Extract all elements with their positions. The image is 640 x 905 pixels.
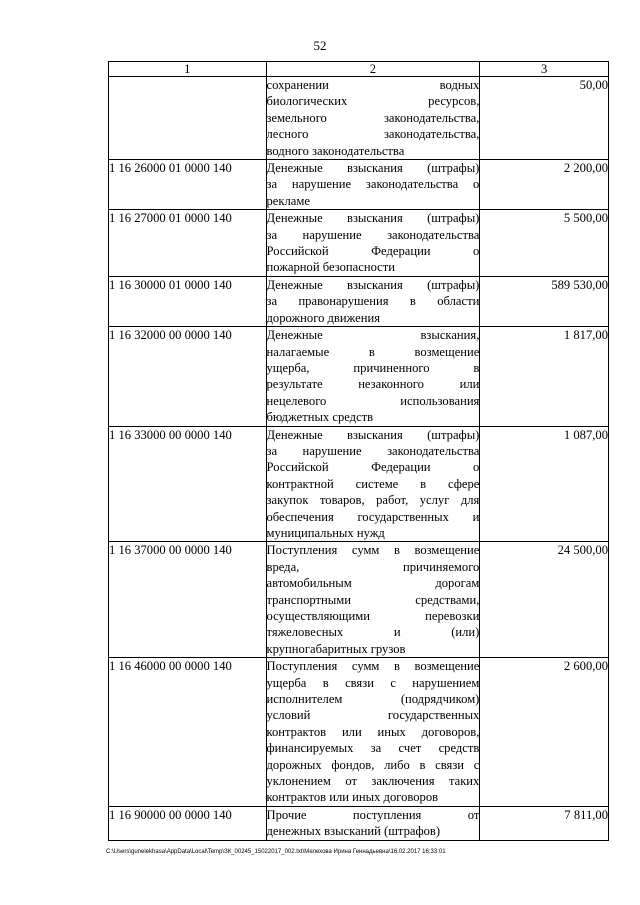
description-line: за нарушение законодательства <box>266 443 480 458</box>
table-row <box>109 327 609 426</box>
amount-cell: 2 200,00 <box>480 160 609 210</box>
description-line: земельного законодательства, <box>266 110 480 125</box>
description-cell <box>266 210 480 277</box>
description-line: Поступления сумм в возмещение <box>266 659 480 674</box>
description-line: контрактов или иных договоров <box>266 790 439 805</box>
description-line: дорожных фондов, либо в связи с <box>266 757 480 772</box>
description-cell <box>266 658 480 807</box>
description-line: бюджетных средств <box>266 410 374 425</box>
description-line: сохранении водных <box>266 78 480 92</box>
description-line: муниципальных нужд <box>266 525 385 540</box>
description-line: за нарушение законодательства <box>266 227 480 242</box>
description-line: вреда, причиняемого <box>266 559 480 574</box>
budget-code-cell <box>109 77 267 160</box>
description-line: Российской Федерации о <box>266 460 480 475</box>
description-cell <box>266 806 480 840</box>
description-line: исполнителем (подрядчиком) <box>266 692 480 707</box>
description-line: водного законодательства <box>266 143 405 158</box>
description-line: осуществляющими перевозки <box>266 609 480 623</box>
description-line: ущерба, причиненного в <box>266 360 480 375</box>
budget-code-cell: 1 16 26000 01 0000 140 <box>109 160 267 210</box>
description-line: обеспечения государственных и <box>266 509 480 524</box>
file-path-footer: C:\Users\gunelekhasa\AppData\Local\Temp\ЗК_00245_15022017_002.txt\Мелехова Ирина Геннадьевна\16.02.2017 16:33:01 <box>106 849 446 855</box>
revenue-table <box>108 61 609 841</box>
description-line: нецелевого использования <box>266 393 480 408</box>
description-line: контрактной системе в сфере <box>266 476 480 491</box>
amount-cell: 1 817,00 <box>480 327 609 426</box>
description-cell <box>266 77 480 160</box>
budget-code-cell: 1 16 32000 00 0000 140 <box>109 327 267 426</box>
amount-cell: 24 500,00 <box>480 542 609 658</box>
description-line: Прочие поступления от <box>266 807 480 822</box>
description-line: контрактов или иных договоров, <box>266 724 480 739</box>
column-header: 1 <box>109 62 267 77</box>
budget-code-cell: 1 16 46000 00 0000 140 <box>109 658 267 807</box>
description-line: пожарной безопасности <box>266 260 396 275</box>
budget-code-cell: 1 16 33000 00 0000 140 <box>109 426 267 542</box>
description-line: автомобильным дорогам <box>266 576 480 591</box>
description-line: Поступления сумм в возмещение <box>266 543 480 558</box>
column-header: 2 <box>266 62 480 77</box>
description-line: за правонарушения в области <box>266 294 480 309</box>
table-row <box>109 806 609 840</box>
table-row <box>109 160 609 210</box>
table-row <box>109 426 609 542</box>
description-line: биологических ресурсов, <box>266 94 480 109</box>
description-cell <box>266 426 480 542</box>
table-row <box>109 542 609 658</box>
description-line: за нарушение законодательства о <box>266 177 480 192</box>
description-line: крупногабаритных грузов <box>266 641 406 656</box>
description-line: лесного законодательства, <box>266 127 480 142</box>
description-line: Денежные взыскания, <box>266 328 480 343</box>
description-line: Денежные взыскания (штрафы) <box>266 161 480 176</box>
amount-cell: 2 600,00 <box>480 658 609 807</box>
description-line: результате незаконного или <box>266 377 480 392</box>
description-line: Денежные взыскания (штрафы) <box>266 427 480 442</box>
description-cell <box>266 160 480 210</box>
table-row <box>109 276 609 326</box>
table-row <box>109 210 609 277</box>
description-line: рекламе <box>266 193 310 208</box>
budget-code-cell: 1 16 37000 00 0000 140 <box>109 542 267 658</box>
description-cell <box>266 542 480 658</box>
description-line: Денежные взыскания (штрафы) <box>266 277 480 292</box>
description-line: финансируемых за счет средств <box>266 741 480 756</box>
table-header-row <box>109 62 609 77</box>
column-header: 3 <box>480 62 609 77</box>
description-line: Денежные взыскания (штрафы) <box>266 211 480 226</box>
description-line: закупок товаров, работ, услуг для <box>266 493 480 508</box>
description-cell <box>266 327 480 426</box>
page-number: 52 <box>313 38 327 53</box>
table-row <box>109 658 609 807</box>
table-row <box>109 77 609 160</box>
amount-cell: 589 530,00 <box>480 276 609 326</box>
budget-code-cell: 1 16 30000 01 0000 140 <box>109 276 267 326</box>
description-line: транспортными средствами, <box>266 592 480 607</box>
amount-cell: 5 500,00 <box>480 210 609 277</box>
description-line: условий государственных <box>266 708 480 723</box>
description-line: дорожного движения <box>266 310 381 325</box>
description-line: ущерба в связи с нарушением <box>266 675 480 690</box>
budget-code-cell: 1 16 90000 00 0000 140 <box>109 806 267 840</box>
description-line: тяжеловесных и (или) <box>266 625 480 640</box>
description-line: Российской Федерации о <box>266 244 480 259</box>
budget-code-cell: 1 16 27000 01 0000 140 <box>109 210 267 277</box>
description-line: уклонением от заключения таких <box>266 774 480 789</box>
description-line: налагаемые в возмещение <box>266 344 480 359</box>
description-line: денежных взысканий (штрафов) <box>266 824 441 839</box>
amount-cell: 1 087,00 <box>480 426 609 542</box>
amount-cell: 50,00 <box>480 77 609 160</box>
amount-cell: 7 811,00 <box>480 806 609 840</box>
description-cell <box>266 276 480 326</box>
